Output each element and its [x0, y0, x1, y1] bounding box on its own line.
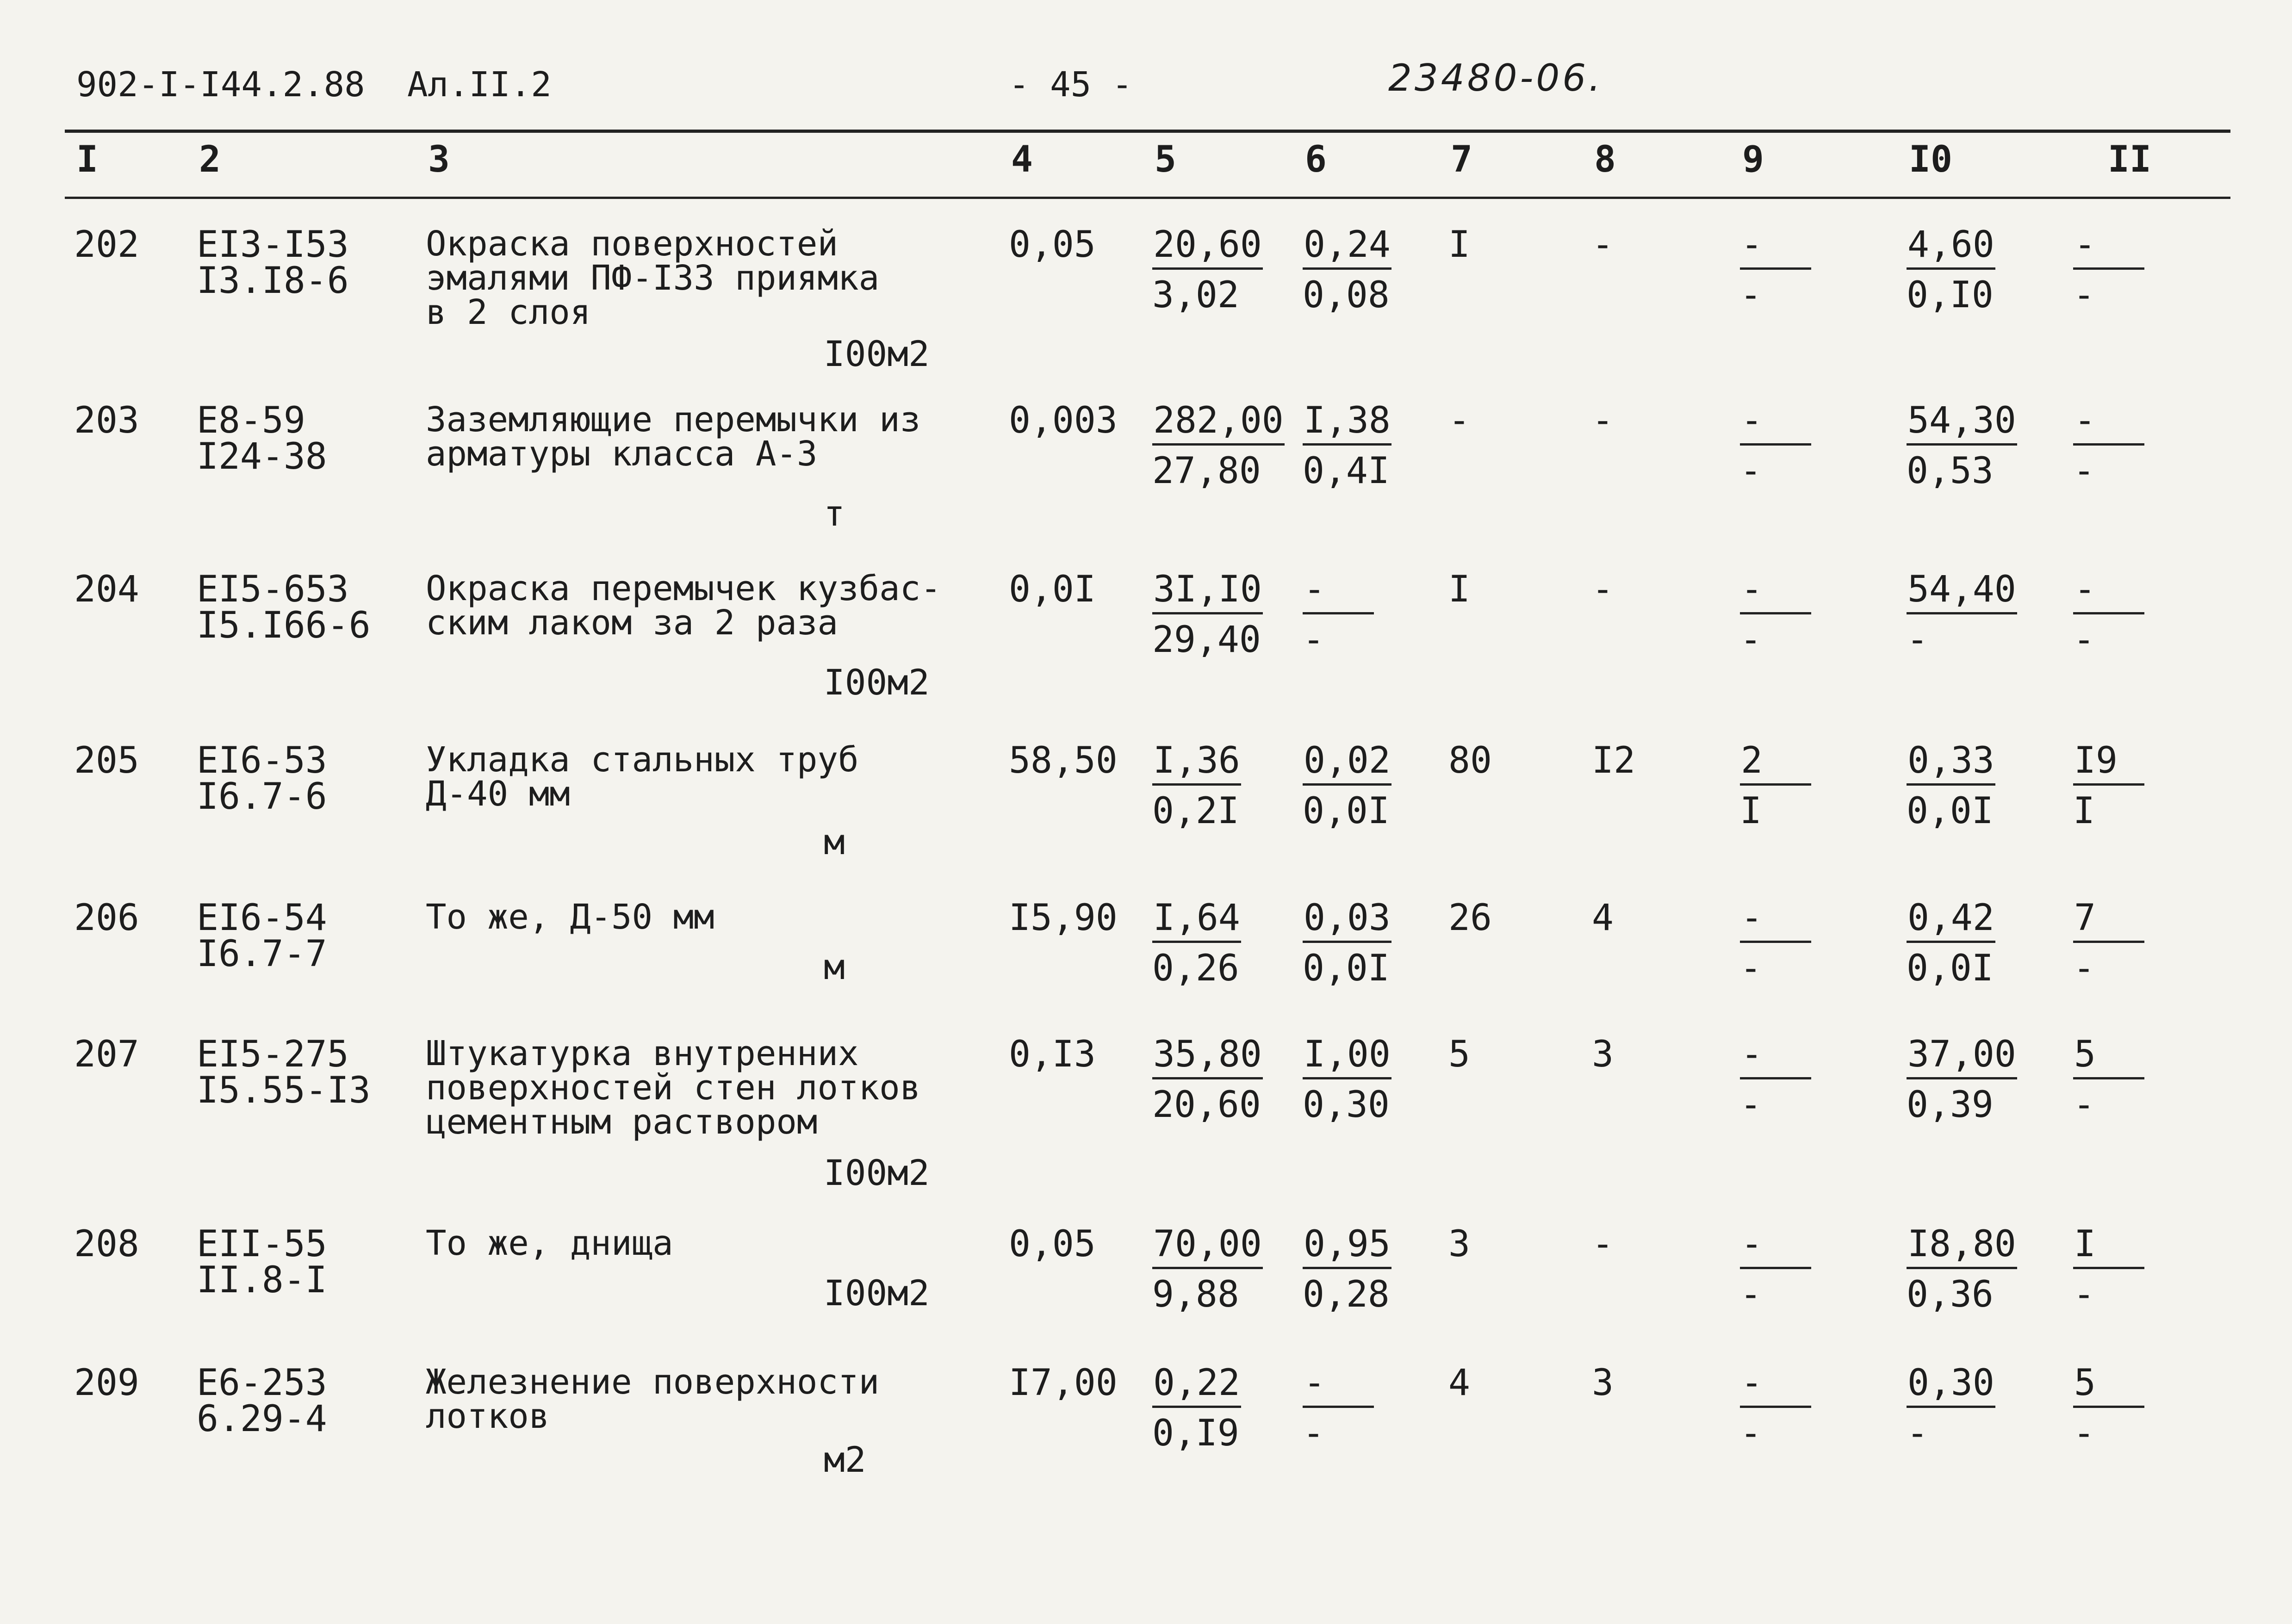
- header-rule-bottom: [65, 197, 2230, 199]
- quantity: 0,I3: [1009, 1034, 1096, 1075]
- col6-fraction: [1303, 897, 1423, 989]
- rate-code-line: I6.7-6: [197, 776, 327, 818]
- col6-denominator: 0,30: [1303, 1084, 1390, 1126]
- col9-numerator: -: [1740, 900, 1811, 943]
- col10-denominator: 0,0I: [1907, 790, 1994, 832]
- description-line: лотков: [426, 1396, 550, 1436]
- col6-fraction: [1303, 569, 1423, 661]
- col9-denominator: -: [1740, 274, 1762, 316]
- description-line: цементным раствором: [426, 1102, 818, 1142]
- col11-numerator: I: [2073, 1226, 2144, 1269]
- col9-fraction: [1740, 740, 1860, 832]
- col11-numerator: -: [2073, 227, 2144, 270]
- col9-fraction: [1740, 569, 1860, 661]
- col11-denominator: -: [2073, 1413, 2095, 1454]
- col9-numerator: -: [1740, 1036, 1811, 1079]
- col10-numerator: I8,80: [1907, 1226, 2017, 1269]
- row-number: 208: [74, 1223, 139, 1265]
- quantity: 0,05: [1009, 1223, 1096, 1265]
- col9-denominator: -: [1740, 1084, 1762, 1126]
- col5-fraction: [1152, 1034, 1273, 1126]
- col11-numerator: 5: [2073, 1365, 2144, 1408]
- col8-value: -: [1592, 400, 1614, 441]
- col5-denominator: 0,26: [1152, 948, 1239, 989]
- col11-denominator: -: [2073, 619, 2095, 661]
- rate-code-line: EI3-I53: [197, 224, 349, 266]
- col5-numerator: 20,60: [1152, 227, 1263, 270]
- rate-code-line: 6.29-4: [197, 1398, 327, 1440]
- row-number: 207: [74, 1034, 139, 1075]
- col9-numerator: -: [1740, 403, 1811, 446]
- col9-fraction: [1740, 400, 1860, 492]
- col5-numerator: I,36: [1152, 743, 1241, 786]
- col6-denominator: 0,0I: [1303, 790, 1390, 832]
- col6-fraction: [1303, 1034, 1423, 1126]
- rate-code: [197, 1223, 327, 1301]
- description-line: арматуры класса А-3: [426, 434, 818, 474]
- column-header-11: II: [2108, 139, 2151, 180]
- column-header-7: 7: [1451, 139, 1472, 180]
- col9-fraction: [1740, 1362, 1860, 1454]
- col5-numerator: I,64: [1152, 900, 1241, 943]
- col11-fraction: [2073, 740, 2193, 832]
- description-line: Железнение поверхности: [426, 1362, 880, 1402]
- work-description: [426, 569, 941, 643]
- col11-fraction: [2073, 1034, 2193, 1126]
- col10-denominator: 0,39: [1907, 1084, 1994, 1126]
- rate-code: [197, 1036, 371, 1109]
- description-line: поверхностей стен лотков: [426, 1068, 921, 1108]
- col9-fraction: [1740, 897, 1860, 989]
- column-header-5: 5: [1155, 139, 1176, 180]
- col9-denominator: -: [1740, 450, 1762, 492]
- col5-numerator: 35,80: [1152, 1036, 1263, 1079]
- rate-code-line: EI5-653: [197, 569, 349, 610]
- col9-denominator: -: [1740, 1274, 1762, 1315]
- col8-value: 3: [1592, 1034, 1614, 1075]
- col9-numerator: -: [1740, 1365, 1811, 1408]
- col11-fraction: [2073, 569, 2193, 661]
- rate-code: [197, 400, 327, 477]
- col9-numerator: -: [1740, 571, 1811, 614]
- column-header-9: 9: [1742, 139, 1764, 180]
- col10-denominator: 0,53: [1907, 450, 1994, 492]
- description-line: То же, днища: [426, 1223, 673, 1263]
- col10-numerator: 0,33: [1907, 743, 1995, 786]
- col8-value: 4: [1592, 897, 1614, 939]
- col5-denominator: 27,80: [1152, 450, 1261, 492]
- col8-value: -: [1592, 1223, 1614, 1265]
- col5-denominator: 29,40: [1152, 619, 1261, 661]
- col7-value: -: [1448, 400, 1470, 441]
- col6-denominator: -: [1303, 1413, 1324, 1454]
- col11-denominator: I: [2073, 790, 2095, 832]
- rate-code: [197, 897, 327, 975]
- col5-numerator: 70,00: [1152, 1226, 1263, 1269]
- col6-fraction: [1303, 740, 1423, 832]
- col6-denominator: 0,0I: [1303, 948, 1390, 989]
- col6-numerator: I,00: [1303, 1036, 1391, 1079]
- col9-numerator: -: [1740, 227, 1811, 270]
- work-description: [426, 897, 714, 937]
- col11-numerator: 5: [2073, 1036, 2144, 1079]
- col10-numerator: 37,00: [1907, 1036, 2017, 1079]
- col6-numerator: 0,95: [1303, 1226, 1391, 1269]
- col11-numerator: I9: [2073, 743, 2144, 786]
- col9-fraction: [1740, 1223, 1860, 1315]
- col5-denominator: 0,I9: [1152, 1413, 1239, 1454]
- col11-fraction: [2073, 897, 2193, 989]
- quantity: I5,90: [1009, 897, 1118, 939]
- col6-denominator: 0,4I: [1303, 450, 1390, 492]
- rate-code-line: E8-59: [197, 400, 305, 441]
- col5-fraction: [1152, 224, 1273, 316]
- col10-numerator: 0,42: [1907, 900, 1995, 943]
- col10-denominator: 0,36: [1907, 1274, 1994, 1315]
- rate-code-line: EII-55: [197, 1223, 327, 1265]
- column-header-6: 6: [1305, 139, 1327, 180]
- col6-numerator: 0,03: [1303, 900, 1391, 943]
- col6-numerator: -: [1303, 1365, 1374, 1408]
- col7-value: 4: [1448, 1362, 1470, 1404]
- description-line: ским лаком за 2 раза: [426, 603, 839, 643]
- col5-fraction: [1152, 740, 1273, 832]
- column-header-2: 2: [199, 139, 221, 180]
- col7-value: 26: [1448, 897, 1492, 939]
- quantity: 58,50: [1009, 740, 1118, 781]
- unit-of-measure: I00м2: [824, 662, 930, 703]
- col10-fraction: [1907, 400, 2027, 492]
- col8-value: -: [1592, 224, 1614, 266]
- col10-denominator: -: [1907, 1413, 1928, 1454]
- col9-numerator: -: [1740, 1226, 1811, 1269]
- col10-denominator: 0,0I: [1907, 948, 1994, 989]
- col9-fraction: [1740, 224, 1860, 316]
- col10-fraction: [1907, 1223, 2027, 1315]
- col7-value: I: [1448, 569, 1470, 610]
- description-line: Заземляющие перемычки из: [426, 400, 921, 440]
- col5-fraction: [1152, 569, 1273, 661]
- col10-denominator: -: [1907, 619, 1928, 661]
- col5-denominator: 3,02: [1152, 274, 1239, 316]
- col9-denominator: I: [1740, 790, 1762, 832]
- col10-numerator: 54,40: [1907, 571, 2017, 614]
- col6-fraction: [1303, 1362, 1423, 1454]
- rate-code: [197, 224, 349, 302]
- col5-denominator: 0,2I: [1152, 790, 1239, 832]
- row-number: 209: [74, 1362, 139, 1404]
- col10-fraction: [1907, 1362, 2027, 1454]
- col11-denominator: -: [2073, 1274, 2095, 1315]
- rate-code-line: I5.I66-6: [197, 605, 371, 646]
- col6-fraction: [1303, 1223, 1423, 1315]
- column-header-4: 4: [1011, 139, 1033, 180]
- col11-fraction: [2073, 1362, 2193, 1454]
- col5-numerator: 282,00: [1152, 403, 1285, 446]
- rate-code-line: EI6-54: [197, 897, 327, 939]
- description-line: Окраска перемычек кузбас-: [426, 569, 941, 608]
- description-line: Окраска поверхностей: [426, 224, 839, 264]
- col8-value: 3: [1592, 1362, 1614, 1404]
- col10-fraction: [1907, 224, 2027, 316]
- row-number: 206: [74, 897, 139, 939]
- unit-of-measure: I00м2: [824, 1272, 930, 1314]
- row-number: 203: [74, 400, 139, 441]
- col8-value: I2: [1592, 740, 1635, 781]
- rate-code-line: I5.55-I3: [197, 1070, 371, 1111]
- quantity: 0,05: [1009, 224, 1096, 266]
- col5-fraction: [1152, 1223, 1273, 1315]
- col6-denominator: -: [1303, 619, 1324, 661]
- col5-fraction: [1152, 897, 1273, 989]
- rate-code-line: I3.I8-6: [197, 260, 349, 302]
- col11-denominator: -: [2073, 450, 2095, 492]
- handwritten-stamp: 23480-06.: [1388, 56, 1603, 99]
- col5-numerator: 0,22: [1152, 1365, 1241, 1408]
- work-description: [426, 1223, 673, 1263]
- col10-numerator: 0,30: [1907, 1365, 1995, 1408]
- work-description: [426, 224, 880, 332]
- rate-code: [197, 740, 327, 818]
- col6-numerator: I,38: [1303, 403, 1391, 446]
- col11-denominator: -: [2073, 274, 2095, 316]
- col7-value: 5: [1448, 1034, 1470, 1075]
- rate-code: [197, 1362, 327, 1440]
- header-rule-top: [65, 130, 2230, 133]
- col6-numerator: 0,24: [1303, 227, 1391, 270]
- description-line: Д-40 мм: [426, 774, 570, 814]
- column-header-10: I0: [1909, 139, 1952, 180]
- col5-denominator: 9,88: [1152, 1274, 1239, 1315]
- work-description: [426, 1034, 921, 1142]
- col11-fraction: [2073, 400, 2193, 492]
- album-number: Ал.II.2: [407, 65, 552, 105]
- unit-of-measure: I00м2: [824, 1152, 930, 1193]
- col11-numerator: -: [2073, 571, 2144, 614]
- col9-denominator: -: [1740, 948, 1762, 989]
- col9-denominator: -: [1740, 1413, 1762, 1454]
- row-number: 202: [74, 224, 139, 266]
- row-number: 205: [74, 740, 139, 781]
- page-number: - 45 -: [1009, 65, 1133, 105]
- col10-fraction: [1907, 740, 2027, 832]
- col8-value: -: [1592, 569, 1614, 610]
- col11-fraction: [2073, 224, 2193, 316]
- description-line: в 2 слоя: [426, 292, 591, 332]
- col9-fraction: [1740, 1034, 1860, 1126]
- unit-of-measure: I00м2: [824, 333, 930, 374]
- quantity: 0,0I: [1009, 569, 1096, 610]
- col5-fraction: [1152, 400, 1284, 492]
- col6-fraction: [1303, 400, 1423, 492]
- quantity: I7,00: [1009, 1362, 1118, 1404]
- col6-denominator: 0,08: [1303, 274, 1390, 316]
- col7-value: 80: [1448, 740, 1492, 781]
- col6-numerator: 0,02: [1303, 743, 1391, 786]
- col11-denominator: -: [2073, 1084, 2095, 1126]
- col11-denominator: -: [2073, 948, 2095, 989]
- row-number: 204: [74, 569, 139, 610]
- work-description: [426, 400, 921, 474]
- col10-numerator: 4,60: [1907, 227, 1995, 270]
- column-header-8: 8: [1594, 139, 1616, 180]
- col11-numerator: -: [2073, 403, 2144, 446]
- description-line: Штукатурка внутренних: [426, 1034, 859, 1073]
- unit-of-measure: м: [824, 821, 845, 862]
- col10-fraction: [1907, 1034, 2027, 1126]
- col10-denominator: 0,I0: [1907, 274, 1994, 316]
- column-header-1: I: [76, 139, 98, 180]
- quantity: 0,003: [1009, 400, 1118, 441]
- col11-numerator: 7: [2073, 900, 2144, 943]
- work-description: [426, 1362, 880, 1436]
- column-header-3: 3: [428, 139, 450, 180]
- document-code: 902-I-I44.2.88: [76, 65, 365, 105]
- col5-fraction: [1152, 1362, 1273, 1454]
- col6-denominator: 0,28: [1303, 1274, 1390, 1315]
- description-line: То же, Д-50 мм: [426, 897, 714, 937]
- col6-numerator: -: [1303, 571, 1374, 614]
- col10-fraction: [1907, 569, 2027, 661]
- unit-of-measure: м: [824, 946, 845, 987]
- col5-denominator: 20,60: [1152, 1084, 1261, 1126]
- rate-code-line: EI5-275: [197, 1034, 349, 1075]
- rate-code-line: EI6-53: [197, 740, 327, 781]
- description-line: эмалями ПФ-I33 приямка: [426, 258, 880, 298]
- col9-denominator: -: [1740, 619, 1762, 661]
- col10-numerator: 54,30: [1907, 403, 2017, 446]
- col5-numerator: 3I,I0: [1152, 571, 1263, 614]
- col9-numerator: 2: [1740, 743, 1811, 786]
- col11-fraction: [2073, 1223, 2193, 1315]
- rate-code-line: E6-253: [197, 1362, 327, 1404]
- rate-code-line: II.8-I: [197, 1259, 327, 1301]
- work-description: [426, 740, 859, 814]
- col6-fraction: [1303, 224, 1423, 316]
- rate-code-line: I6.7-7: [197, 933, 327, 975]
- col7-value: I: [1448, 224, 1470, 266]
- description-line: Укладка стальных труб: [426, 740, 859, 780]
- unit-of-measure: м2: [824, 1439, 866, 1480]
- rate-code-line: I24-38: [197, 436, 327, 477]
- rate-code: [197, 571, 371, 644]
- col10-fraction: [1907, 897, 2027, 989]
- col7-value: 3: [1448, 1223, 1470, 1265]
- unit-of-measure: т: [824, 493, 845, 534]
